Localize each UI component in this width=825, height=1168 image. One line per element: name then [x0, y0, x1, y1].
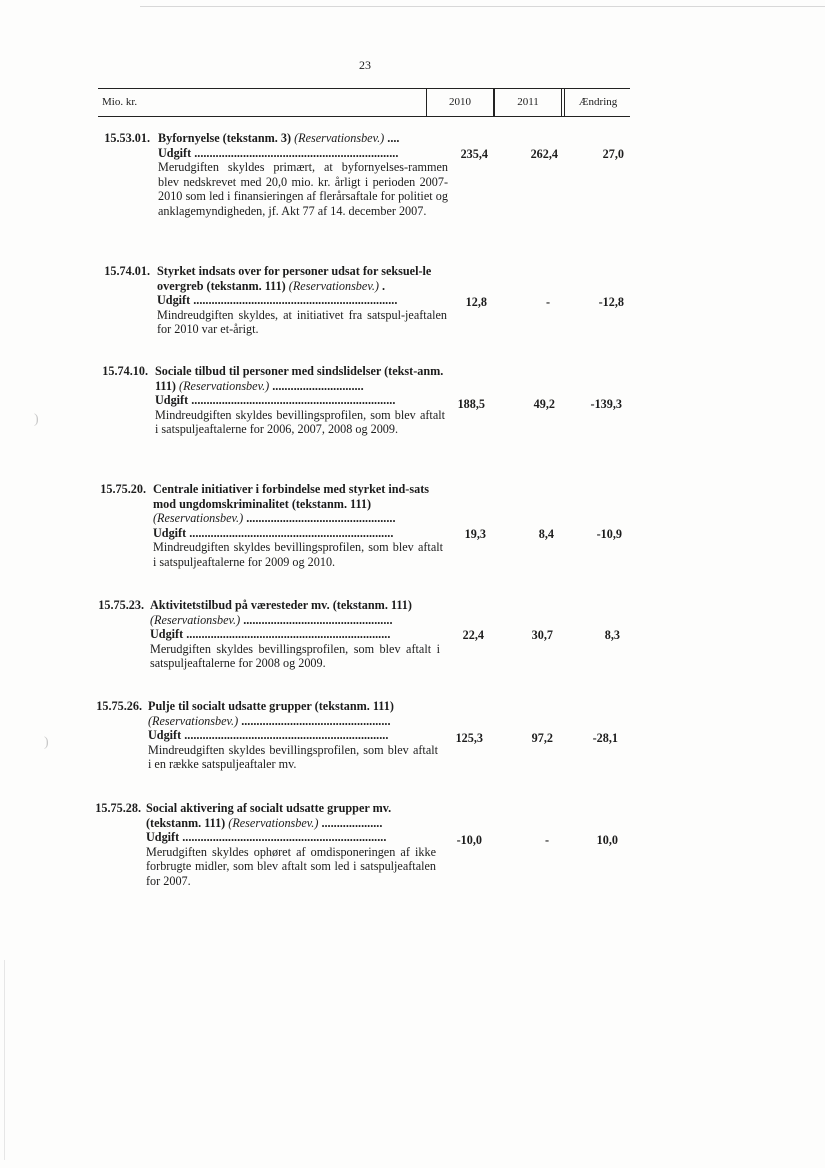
entry-explanation: Mindreudgiften skyldes bevillingsprofilen, som blev aftalt i en række satspuljeaftaler mv. — [148, 742, 438, 771]
entry-explanation: Mindreudgiften skyldes bevillingsprofilen, som blev aftalt i satspuljeaftalerne for 2009 og 2010. — [153, 540, 443, 569]
entry-body — [146, 801, 436, 888]
entry-body — [150, 598, 440, 671]
column-header-change: Ændring — [564, 88, 631, 116]
margin-mark: ) — [44, 735, 49, 750]
entry-code: 15.53.01. — [104, 131, 150, 145]
value-change: -28,1 — [592, 731, 618, 745]
entry-title: Sociale tilbud til personer med sindslidelser (tekst-anm. 111) (Reservationsbev.) .............................. — [155, 364, 444, 393]
entry-explanation: Mindreudgiften skyldes bevillingsprofilen, som blev aftalt i satspuljeaftalerne for 2006, 2007, 2008 og 2009. — [155, 407, 445, 436]
entry-code: 15.74.10. — [102, 364, 148, 378]
margin-mark: ) — [34, 412, 39, 427]
entry-code: 15.74.01. — [104, 264, 150, 278]
value-change: -139,3 — [590, 397, 622, 411]
entry-title: Social aktivering af socialt udsatte grupper mv. (tekstanm. 111) (Reservationsbev.) .................... — [146, 801, 392, 830]
entry-title: Aktivitetstilbud på væresteder mv. (tekstanm. 111) (Reservationsbev.) ................................................. — [150, 598, 412, 627]
value-2011: 97,2 — [531, 731, 553, 745]
value-2011: 30,7 — [531, 628, 553, 642]
entry-title: Byfornyelse (tekstanm. 3) (Reservationsbev.) .... — [158, 131, 400, 145]
udgift-line: Udgift ................................................................... — [153, 525, 394, 540]
value-2010: 19,3 — [464, 527, 486, 541]
udgift-line: Udgift ................................................................... — [157, 293, 398, 307]
value-2010: -10,0 — [456, 833, 482, 847]
udgift-line: Udgift ................................................................... — [150, 627, 391, 641]
page-number: 23 — [359, 58, 371, 72]
entry-code: 15.75.26. — [96, 699, 142, 713]
column-header-2011: 2011 — [494, 88, 562, 116]
value-change: 10,0 — [596, 833, 618, 847]
value-2010: 125,3 — [455, 731, 483, 745]
unit-label: Mio. kr. — [102, 96, 138, 108]
entry-explanation: Merudgiften skyldes ophøret af omdisponeringen af ikke forbrugte midler, som blev aftalt som led i satspuljeaftalen for 2007. — [146, 844, 436, 888]
udgift-line: Udgift ................................................................... — [148, 728, 389, 742]
entry-body — [157, 264, 447, 337]
value-change: -12,8 — [598, 295, 624, 309]
value-change: 27,0 — [602, 147, 624, 161]
value-2011: 262,4 — [530, 147, 558, 161]
scan-edge — [4, 960, 5, 1160]
value-2010: 235,4 — [460, 147, 488, 161]
entry-body — [148, 699, 438, 772]
entry-body — [153, 482, 443, 569]
entry-code: 15.75.28. — [95, 801, 141, 815]
value-2011: - — [545, 295, 550, 309]
value-2010: 22,4 — [462, 628, 484, 642]
entry-title: Styrket indsats over for personer udsat for seksuel-le overgreb (tekstanm. 111) (Reservationsbev.) . — [157, 264, 432, 293]
entry-explanation: Mindreudgiften skyldes, at initiativet fra satspul-jeaftalen for 2010 var et-årigt. — [157, 307, 447, 336]
udgift-line: Udgift ................................................................... — [146, 830, 387, 844]
value-change: 8,3 — [604, 628, 620, 642]
entry-code: 15.75.23. — [98, 598, 144, 612]
entry-explanation: Merudgiften skyldes primært, at byfornyelses-rammen blev nedskrevet med 20,0 mio. kr. årligt i perioden 2007-2010 som led i finansieringen af flerårsaftale for politiet og anklagemyndigheden, jf. Akt 77 af 14. december 2007. — [158, 160, 448, 218]
scan-edge — [140, 6, 825, 7]
value-2011: 49,2 — [533, 397, 555, 411]
udgift-line: Udgift ................................................................... — [158, 145, 399, 160]
value-change: -10,9 — [596, 527, 622, 541]
entry-body — [158, 131, 448, 218]
table-header-bottom-rule — [98, 116, 630, 117]
column-header-2010: 2010 — [426, 88, 494, 116]
value-2010: 12,8 — [465, 295, 487, 309]
entry-title: Pulje til socialt udsatte grupper (tekstanm. 111) (Reservationsbev.) ................................................. — [148, 699, 394, 728]
table-header — [98, 88, 630, 116]
entry-explanation: Merudgiften skyldes bevillingsprofilen, som blev aftalt i satspuljeaftalerne for 2008 og 2009. — [150, 641, 440, 670]
entry-body — [155, 364, 445, 437]
entry-title: Centrale initiativer i forbindelse med styrket ind-sats mod ungdomskriminalitet (tekstanm. 111) (Reservationsbev.) ................................................. — [153, 482, 429, 525]
value-2011: 8,4 — [538, 527, 554, 541]
value-2011: - — [544, 833, 549, 847]
entry-code: 15.75.20. — [100, 482, 146, 496]
udgift-line: Udgift ................................................................... — [155, 393, 396, 407]
value-2010: 188,5 — [457, 397, 485, 411]
